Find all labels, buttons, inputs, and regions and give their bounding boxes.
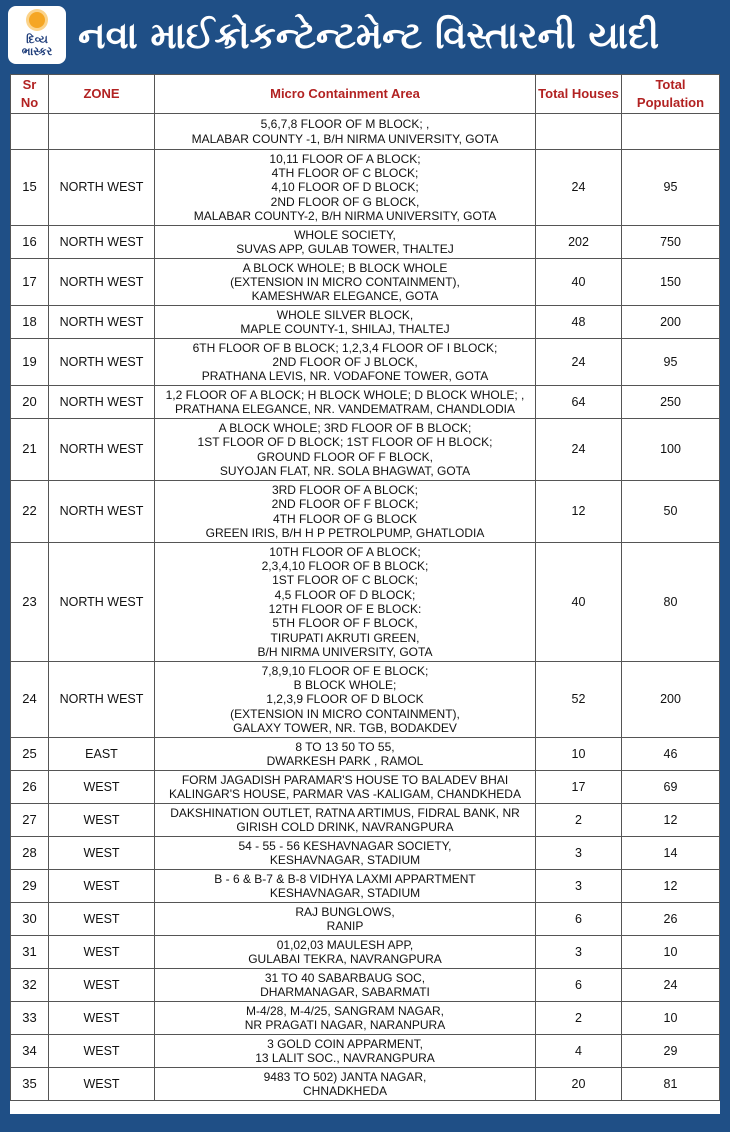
cell-zone: WEST <box>49 903 155 936</box>
cell-total-population: 50 <box>622 481 720 543</box>
cell-total-houses: 24 <box>536 419 622 481</box>
column-header-zone: ZONE <box>49 75 155 114</box>
cell-area <box>155 936 536 969</box>
cell-total-population: 12 <box>622 804 720 837</box>
cell-sr-no: 19 <box>11 339 49 386</box>
page-title: નવા માઈક્રોકન્ટેન્ટમેન્ટ વિસ્તારની યાદી <box>78 14 660 57</box>
area-line: 2ND FLOOR OF F BLOCK; <box>271 497 419 512</box>
area-line: 3RD FLOOR OF A BLOCK; <box>271 482 419 497</box>
cell-total-population: 95 <box>622 339 720 386</box>
cell-sr-no: 22 <box>11 481 49 543</box>
area-line: 3 GOLD COIN APPARMENT, <box>267 1036 423 1051</box>
cell-zone: EAST <box>49 738 155 771</box>
table-row <box>11 1002 720 1035</box>
area-line: MALABAR COUNTY-2, B/H NIRMA UNIVERSITY, GOTA <box>193 208 497 223</box>
containment-table <box>10 74 720 1101</box>
cell-area <box>155 150 536 226</box>
area-line: DAKSHINATION OUTLET, RATNA ARTIMUS, FIDRAL BANK, NR <box>170 805 520 820</box>
area-line: GALAXY TOWER, NR. TGB, BODAKDEV <box>233 720 457 735</box>
area-line: WHOLE SOCIETY, <box>294 227 396 242</box>
cell-total-population <box>622 114 720 150</box>
cell-zone: WEST <box>49 771 155 804</box>
area-line: 7,8,9,10 FLOOR OF E BLOCK; <box>261 663 429 678</box>
area-line: KESHAVNAGAR, STADIUM <box>269 853 421 867</box>
area-line: KAMESHWAR ELEGANCE, GOTA <box>251 289 439 304</box>
area-line: SUYOJAN FLAT, NR. SOLA BHAGWAT, GOTA <box>219 463 471 478</box>
cell-zone: WEST <box>49 936 155 969</box>
table-row <box>11 259 720 306</box>
area-line: SUVAS APP, GULAB TOWER, THALTEJ <box>236 242 454 256</box>
table-row <box>11 870 720 903</box>
cell-total-population: 10 <box>622 1002 720 1035</box>
cell-total-houses: 3 <box>536 870 622 903</box>
cell-zone: NORTH WEST <box>49 419 155 481</box>
area-line: DWARKESH PARK , RAMOL <box>266 754 424 768</box>
cell-total-population: 12 <box>622 870 720 903</box>
table-row <box>11 804 720 837</box>
area-line: 1,2,3,9 FLOOR OF D BLOCK <box>266 692 424 707</box>
cell-zone: NORTH WEST <box>49 339 155 386</box>
cell-sr-no: 30 <box>11 903 49 936</box>
area-line: A BLOCK WHOLE; 3RD FLOOR OF B BLOCK; <box>218 420 472 435</box>
area-line: 5TH FLOOR OF F BLOCK, <box>272 616 418 631</box>
area-line: (EXTENSION IN MICRO CONTAINMENT), <box>230 706 460 721</box>
cell-total-population: 80 <box>622 543 720 662</box>
area-line: NR PRAGATI NAGAR, NARANPURA <box>244 1018 446 1032</box>
cell-area <box>155 969 536 1002</box>
table-row <box>11 386 720 419</box>
area-line: 2ND FLOOR OF J BLOCK, <box>272 354 418 369</box>
area-line: RANIP <box>326 919 364 933</box>
cell-zone: WEST <box>49 1002 155 1035</box>
cell-total-houses: 6 <box>536 969 622 1002</box>
cell-total-population: 200 <box>622 662 720 738</box>
cell-total-population: 14 <box>622 837 720 870</box>
cell-total-population: 100 <box>622 419 720 481</box>
logo-text-line1: દિવ્ય <box>26 33 48 46</box>
area-line: 2,3,4,10 FLOOR OF B BLOCK; <box>261 559 429 574</box>
cell-zone: NORTH WEST <box>49 259 155 306</box>
cell-sr-no: 34 <box>11 1035 49 1068</box>
cell-sr-no: 15 <box>11 150 49 226</box>
area-line: RAJ BUNGLOWS, <box>295 904 395 919</box>
cell-total-population: 24 <box>622 969 720 1002</box>
table-row <box>11 114 720 150</box>
area-line: FORM JAGADISH PARAMAR'S HOUSE TO BALADEV BHAI <box>181 772 509 787</box>
area-line: 4TH FLOOR OF C BLOCK; <box>271 166 419 181</box>
area-line: M-4/28, M-4/25, SANGRAM NAGAR, <box>245 1003 445 1018</box>
cell-area <box>155 543 536 662</box>
area-line: KALINGAR'S HOUSE, PARMAR VAS -KALIGAM, CHANDKHEDA <box>169 787 521 801</box>
cell-total-population: 69 <box>622 771 720 804</box>
area-line: 1ST FLOOR OF D BLOCK; 1ST FLOOR OF H BLOCK; <box>197 435 493 450</box>
cell-sr-no: 18 <box>11 306 49 339</box>
table-row <box>11 936 720 969</box>
cell-zone: WEST <box>49 1035 155 1068</box>
cell-total-houses: 202 <box>536 226 622 259</box>
table-row <box>11 150 720 226</box>
cell-sr-no: 28 <box>11 837 49 870</box>
cell-total-population: 250 <box>622 386 720 419</box>
cell-total-population: 150 <box>622 259 720 306</box>
cell-area <box>155 1035 536 1068</box>
area-line: B/H NIRMA UNIVERSITY, GOTA <box>257 644 433 659</box>
logo-text-line2: ભાસ્કર <box>21 45 53 58</box>
table-row <box>11 226 720 259</box>
cell-total-houses: 64 <box>536 386 622 419</box>
table-row <box>11 1068 720 1101</box>
cell-area <box>155 771 536 804</box>
area-line: A BLOCK WHOLE; B BLOCK WHOLE <box>242 260 448 275</box>
area-line: (EXTENSION IN MICRO CONTAINMENT), <box>230 274 460 289</box>
cell-area <box>155 738 536 771</box>
cell-total-population: 26 <box>622 903 720 936</box>
cell-zone: NORTH WEST <box>49 543 155 662</box>
cell-zone: NORTH WEST <box>49 386 155 419</box>
area-line: PRATHANA LEVIS, NR. VODAFONE TOWER, GOTA <box>201 369 489 384</box>
cell-total-houses: 24 <box>536 150 622 226</box>
page-header <box>0 0 730 72</box>
cell-zone: NORTH WEST <box>49 662 155 738</box>
column-header-sr-no: Sr No <box>11 75 49 114</box>
cell-total-houses: 40 <box>536 543 622 662</box>
cell-zone: NORTH WEST <box>49 481 155 543</box>
area-line: PRATHANA ELEGANCE, NR. VANDEMATRAM, CHANDLODIA <box>174 402 516 416</box>
cell-zone: WEST <box>49 837 155 870</box>
cell-total-houses <box>536 114 622 150</box>
cell-area <box>155 419 536 481</box>
cell-area <box>155 662 536 738</box>
cell-zone <box>49 114 155 150</box>
cell-sr-no: 35 <box>11 1068 49 1101</box>
cell-total-houses: 6 <box>536 903 622 936</box>
area-line: 9483 TO 502) JANTA NAGAR, <box>263 1069 427 1084</box>
column-header-houses: Total Houses <box>536 75 622 114</box>
cell-total-population: 200 <box>622 306 720 339</box>
cell-sr-no: 24 <box>11 662 49 738</box>
table-row <box>11 306 720 339</box>
cell-sr-no: 29 <box>11 870 49 903</box>
cell-zone: WEST <box>49 804 155 837</box>
column-header-population: Total Population <box>622 75 720 114</box>
table-header-row <box>11 75 720 114</box>
area-line: 2ND FLOOR OF G BLOCK, <box>270 194 420 209</box>
cell-area <box>155 114 536 150</box>
cell-total-houses: 52 <box>536 662 622 738</box>
area-line: 4,10 FLOOR OF D BLOCK; <box>271 180 419 195</box>
cell-total-houses: 2 <box>536 804 622 837</box>
cell-total-population: 95 <box>622 150 720 226</box>
containment-table-sheet <box>10 74 720 1114</box>
cell-sr-no: 26 <box>11 771 49 804</box>
sun-icon <box>29 12 45 28</box>
cell-zone: NORTH WEST <box>49 306 155 339</box>
cell-total-population: 750 <box>622 226 720 259</box>
cell-area <box>155 804 536 837</box>
area-line: CHNADKHEDA <box>302 1084 387 1098</box>
area-line: DHARMANAGAR, SABARMATI <box>260 985 430 999</box>
cell-area <box>155 386 536 419</box>
cell-total-houses: 3 <box>536 837 622 870</box>
area-line: GREEN IRIS, B/H H P PETROLPUMP, GHATLODIA <box>205 525 485 540</box>
cell-total-houses: 2 <box>536 1002 622 1035</box>
cell-total-houses: 40 <box>536 259 622 306</box>
area-line: 10,11 FLOOR OF A BLOCK; <box>269 151 421 166</box>
cell-area <box>155 903 536 936</box>
cell-area <box>155 481 536 543</box>
table-row <box>11 771 720 804</box>
table-row <box>11 903 720 936</box>
cell-sr-no: 21 <box>11 419 49 481</box>
area-line: 13 LALIT SOC., NAVRANGPURA <box>255 1051 435 1065</box>
cell-area <box>155 870 536 903</box>
cell-zone: WEST <box>49 870 155 903</box>
cell-area <box>155 226 536 259</box>
cell-area <box>155 306 536 339</box>
cell-zone: WEST <box>49 969 155 1002</box>
table-row <box>11 662 720 738</box>
cell-total-houses: 10 <box>536 738 622 771</box>
cell-total-houses: 20 <box>536 1068 622 1101</box>
cell-total-houses: 48 <box>536 306 622 339</box>
table-row <box>11 1035 720 1068</box>
logo-text <box>8 34 66 58</box>
cell-total-population: 46 <box>622 738 720 771</box>
area-line: 31 TO 40 SABARBAUG SOC, <box>264 970 426 985</box>
cell-total-population: 10 <box>622 936 720 969</box>
cell-sr-no: 31 <box>11 936 49 969</box>
cell-area <box>155 259 536 306</box>
cell-sr-no: 17 <box>11 259 49 306</box>
cell-zone: WEST <box>49 1068 155 1101</box>
table-row <box>11 543 720 662</box>
cell-area <box>155 1068 536 1101</box>
column-header-area: Micro Containment Area <box>155 75 536 114</box>
cell-area <box>155 1002 536 1035</box>
area-line: 4TH FLOOR OF G BLOCK <box>272 511 418 526</box>
area-line: TIRUPATI AKRUTI GREEN, <box>270 630 420 645</box>
cell-sr-no: 23 <box>11 543 49 662</box>
area-line: GROUND FLOOR OF F BLOCK, <box>256 449 433 464</box>
cell-sr-no: 20 <box>11 386 49 419</box>
area-line: 5,6,7,8 FLOOR OF M BLOCK; , <box>260 117 430 132</box>
cell-sr-no: 27 <box>11 804 49 837</box>
table-row <box>11 969 720 1002</box>
cell-total-houses: 4 <box>536 1035 622 1068</box>
cell-sr-no: 16 <box>11 226 49 259</box>
area-line: GULABAI TEKRA, NAVRANGPURA <box>248 952 442 966</box>
area-line: GIRISH COLD DRINK, NAVRANGPURA <box>236 820 454 834</box>
cell-total-houses: 12 <box>536 481 622 543</box>
table-row <box>11 738 720 771</box>
area-line: 1,2 FLOOR OF A BLOCK; H BLOCK WHOLE; D BLOCK WHOLE; , <box>165 387 525 402</box>
table-row <box>11 481 720 543</box>
area-line: 1ST FLOOR OF C BLOCK; <box>272 573 418 588</box>
area-line: 54 - 55 - 56 KESHAVNAGAR SOCIETY, <box>238 838 452 853</box>
area-line: 01,02,03 MAULESH APP, <box>276 937 414 952</box>
table-body <box>11 114 720 1101</box>
area-line: B BLOCK WHOLE; <box>293 678 397 693</box>
cell-zone: NORTH WEST <box>49 150 155 226</box>
cell-sr-no: 25 <box>11 738 49 771</box>
cell-sr-no: 32 <box>11 969 49 1002</box>
area-line: WHOLE SILVER BLOCK, <box>276 307 414 322</box>
table-row <box>11 837 720 870</box>
area-line: MAPLE COUNTY-1, SHILAJ, THALTEJ <box>240 322 450 336</box>
cell-area <box>155 837 536 870</box>
cell-zone: NORTH WEST <box>49 226 155 259</box>
area-line: B - 6 & B-7 & B-8 VIDHYA LAXMI APPARTMENT <box>214 871 476 886</box>
area-line: 10TH FLOOR OF A BLOCK; <box>269 544 421 559</box>
area-line: MALABAR COUNTY -1, B/H NIRMA UNIVERSITY, GOTA <box>191 131 499 146</box>
cell-total-houses: 17 <box>536 771 622 804</box>
area-line: KESHAVNAGAR, STADIUM <box>269 886 421 900</box>
cell-total-population: 29 <box>622 1035 720 1068</box>
cell-total-population: 81 <box>622 1068 720 1101</box>
table-row <box>11 339 720 386</box>
table-row <box>11 419 720 481</box>
cell-total-houses: 24 <box>536 339 622 386</box>
divya-bhaskar-logo <box>8 6 66 64</box>
cell-sr-no <box>11 114 49 150</box>
cell-total-houses: 3 <box>536 936 622 969</box>
area-line: 12TH FLOOR OF E BLOCK: <box>268 602 422 616</box>
area-line: 4,5 FLOOR OF D BLOCK; <box>274 587 416 602</box>
cell-area <box>155 339 536 386</box>
area-line: 8 TO 13 50 TO 55, <box>295 739 395 754</box>
area-line: 6TH FLOOR OF B BLOCK; 1,2,3,4 FLOOR OF I BLOCK; <box>192 340 498 355</box>
cell-sr-no: 33 <box>11 1002 49 1035</box>
